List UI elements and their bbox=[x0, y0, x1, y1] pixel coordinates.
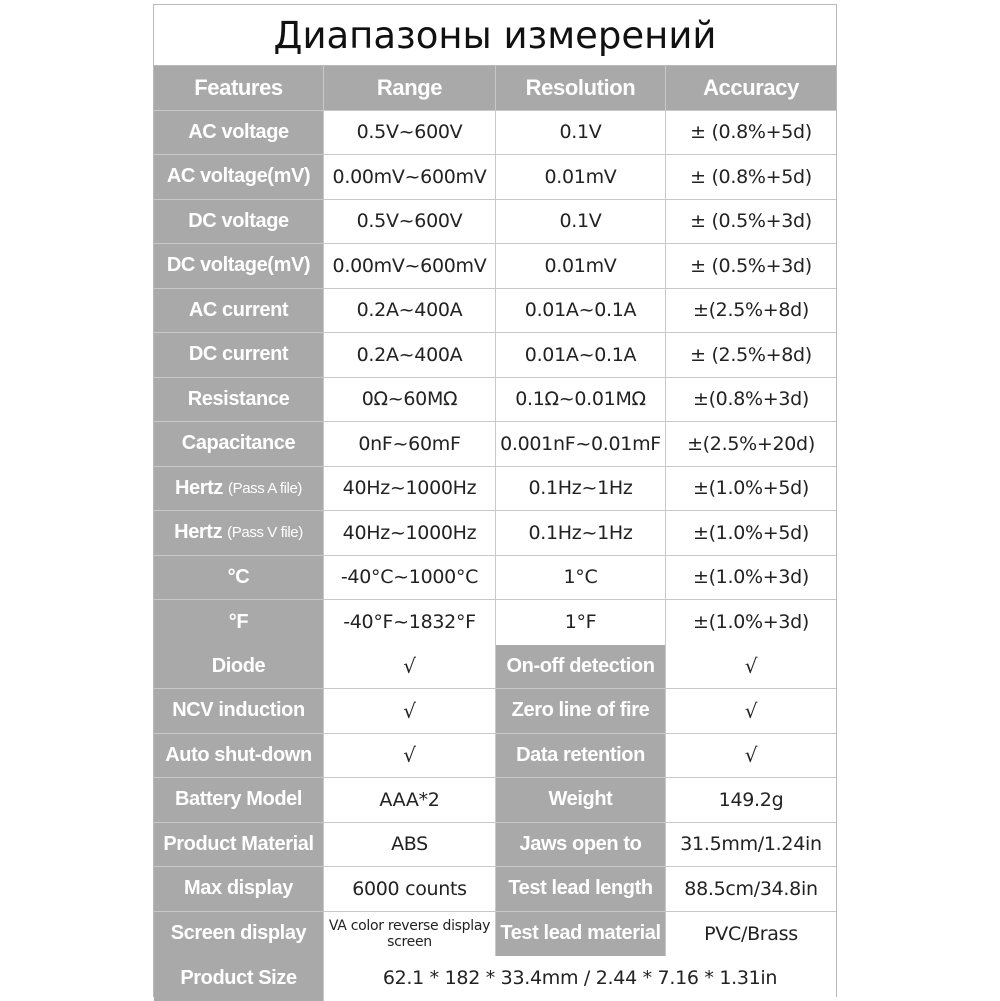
product-size-row bbox=[154, 956, 836, 1001]
resolution-cell: 1°F bbox=[496, 600, 666, 645]
range-cell: 0.2A~400A bbox=[324, 289, 496, 333]
table-row bbox=[154, 422, 836, 467]
feature-cell bbox=[154, 111, 324, 155]
feature-label: DC current bbox=[188, 343, 289, 366]
feature-value-cell: 149.2g bbox=[666, 778, 836, 822]
feature-label: AC voltage bbox=[188, 120, 289, 143]
feature-value-cell: √ bbox=[666, 689, 836, 733]
table-row bbox=[154, 689, 836, 734]
spec-table bbox=[154, 66, 836, 1001]
feature-label: DC voltage(mV) bbox=[166, 254, 311, 277]
feature-label-cell: Battery Model bbox=[154, 778, 324, 822]
accuracy-cell: ± (0.5%+3d) bbox=[666, 200, 836, 244]
resolution-cell: 1°C bbox=[496, 556, 666, 600]
feature-cell bbox=[154, 200, 324, 244]
feature-cell bbox=[154, 511, 324, 555]
accuracy-cell: ± (2.5%+8d) bbox=[666, 333, 836, 377]
feature-cell bbox=[154, 378, 324, 422]
feature-label-cell: Screen display bbox=[154, 912, 324, 957]
table-row bbox=[154, 734, 836, 779]
range-cell: -40°F~1832°F bbox=[324, 600, 496, 645]
table-row bbox=[154, 778, 836, 823]
feature-label: Capacitance bbox=[181, 432, 296, 455]
table-row bbox=[154, 467, 836, 512]
table-row bbox=[154, 155, 836, 200]
feature-cell bbox=[154, 422, 324, 466]
range-cell: 0nF~60mF bbox=[324, 422, 496, 466]
page-title: Диапазоны измерений bbox=[154, 5, 836, 66]
feature-value-cell: √ bbox=[666, 645, 836, 689]
table-header-row bbox=[154, 66, 836, 111]
feature-label: AC current bbox=[188, 298, 289, 321]
table-row bbox=[154, 111, 836, 156]
resolution-cell: 0.001nF~0.01mF bbox=[496, 422, 666, 466]
accuracy-cell: ±(1.0%+3d) bbox=[666, 556, 836, 600]
column-header-accuracy: Accuracy bbox=[666, 66, 836, 110]
feature-label-cell: Test lead material bbox=[496, 912, 666, 957]
feature-label: AC voltage(mV) bbox=[166, 165, 311, 188]
table-row bbox=[154, 823, 836, 868]
range-cell: 0.00mV~600mV bbox=[324, 155, 496, 199]
feature-label-cell: Data retention bbox=[496, 734, 666, 778]
feature-label-cell: Auto shut-down bbox=[154, 734, 324, 778]
feature-value-cell: √ bbox=[324, 645, 496, 689]
feature-value-cell: VA color reverse display screen bbox=[324, 912, 496, 957]
resolution-cell: 0.01mV bbox=[496, 244, 666, 288]
resolution-cell: 0.1Hz~1Hz bbox=[496, 511, 666, 555]
feature-label: Resistance bbox=[187, 387, 290, 410]
resolution-cell: 0.1Hz~1Hz bbox=[496, 467, 666, 511]
feature-value-cell: 88.5cm/34.8in bbox=[666, 867, 836, 911]
feature-label-cell: Jaws open to bbox=[496, 823, 666, 867]
feature-label-cell: Test lead length bbox=[496, 867, 666, 911]
table-row bbox=[154, 556, 836, 601]
accuracy-cell: ± (0.5%+3d) bbox=[666, 244, 836, 288]
accuracy-cell: ±(2.5%+20d) bbox=[666, 422, 836, 466]
feature-value-cell: √ bbox=[666, 734, 836, 778]
feature-value-cell: √ bbox=[324, 734, 496, 778]
feature-value-cell: PVC/Brass bbox=[666, 912, 836, 957]
column-header-resolution: Resolution bbox=[496, 66, 666, 110]
feature-label-cell: Zero line of fire bbox=[496, 689, 666, 733]
range-cell: -40°C~1000°C bbox=[324, 556, 496, 600]
feature-value-cell: ABS bbox=[324, 823, 496, 867]
feature-cell bbox=[154, 333, 324, 377]
resolution-cell: 0.01A~0.1A bbox=[496, 289, 666, 333]
resolution-cell: 0.1V bbox=[496, 111, 666, 155]
feature-label-cell: Max display bbox=[154, 867, 324, 911]
feature-label-cell: Product Material bbox=[154, 823, 324, 867]
table-row bbox=[154, 244, 836, 289]
feature-note: (Pass A file) bbox=[228, 479, 302, 497]
feature-value-cell: 6000 counts bbox=[324, 867, 496, 911]
range-cell: 40Hz~1000Hz bbox=[324, 511, 496, 555]
accuracy-cell: ±(0.8%+3d) bbox=[666, 378, 836, 422]
feature-value-cell: 31.5mm/1.24in bbox=[666, 823, 836, 867]
feature-label: °F bbox=[228, 610, 249, 633]
table-row bbox=[154, 600, 836, 645]
table-row bbox=[154, 867, 836, 912]
feature-value-cell: AAA*2 bbox=[324, 778, 496, 822]
range-cell: 0Ω~60MΩ bbox=[324, 378, 496, 422]
resolution-cell: 0.01A~0.1A bbox=[496, 333, 666, 377]
accuracy-cell: ±(1.0%+5d) bbox=[666, 467, 836, 511]
feature-label-cell: On-off detection bbox=[496, 645, 666, 689]
feature-value-cell: √ bbox=[324, 689, 496, 733]
accuracy-cell: ±(1.0%+3d) bbox=[666, 600, 836, 645]
range-cell: 40Hz~1000Hz bbox=[324, 467, 496, 511]
feature-note: (Pass V file) bbox=[227, 524, 303, 542]
table-row bbox=[154, 511, 836, 556]
feature-cell bbox=[154, 289, 324, 333]
resolution-cell: 0.1V bbox=[496, 200, 666, 244]
table-row bbox=[154, 378, 836, 423]
accuracy-cell: ± (0.8%+5d) bbox=[666, 111, 836, 155]
feature-label: Hertz bbox=[174, 521, 223, 544]
table-row bbox=[154, 333, 836, 378]
feature-label-cell: NCV induction bbox=[154, 689, 324, 733]
spec-sheet bbox=[153, 4, 837, 997]
product-size-value: 62.1 * 182 * 33.4mm / 2.44 * 7.16 * 1.31in bbox=[324, 956, 836, 1001]
feature-label-cell: Weight bbox=[496, 778, 666, 822]
feature-cell bbox=[154, 467, 324, 511]
resolution-cell: 0.1Ω~0.01MΩ bbox=[496, 378, 666, 422]
table-row bbox=[154, 645, 836, 690]
resolution-cell: 0.01mV bbox=[496, 155, 666, 199]
column-header-features: Features bbox=[154, 66, 324, 110]
accuracy-cell: ±(1.0%+5d) bbox=[666, 511, 836, 555]
range-cell: 0.00mV~600mV bbox=[324, 244, 496, 288]
feature-cell bbox=[154, 556, 324, 600]
feature-label-cell: Diode bbox=[154, 645, 324, 689]
table-row bbox=[154, 289, 836, 334]
feature-label: DC voltage bbox=[188, 209, 289, 232]
column-header-range: Range bbox=[324, 66, 496, 110]
accuracy-cell: ±(2.5%+8d) bbox=[666, 289, 836, 333]
table-row bbox=[154, 912, 836, 957]
range-cell: 0.5V~600V bbox=[324, 111, 496, 155]
feature-label: Hertz bbox=[174, 476, 223, 499]
table-row bbox=[154, 200, 836, 245]
feature-label: °C bbox=[227, 565, 250, 588]
feature-cell bbox=[154, 155, 324, 199]
range-cell: 0.5V~600V bbox=[324, 200, 496, 244]
feature-cell bbox=[154, 244, 324, 288]
accuracy-cell: ± (0.8%+5d) bbox=[666, 155, 836, 199]
product-size-label: Product Size bbox=[154, 956, 324, 1001]
feature-cell bbox=[154, 600, 324, 645]
range-cell: 0.2A~400A bbox=[324, 333, 496, 377]
